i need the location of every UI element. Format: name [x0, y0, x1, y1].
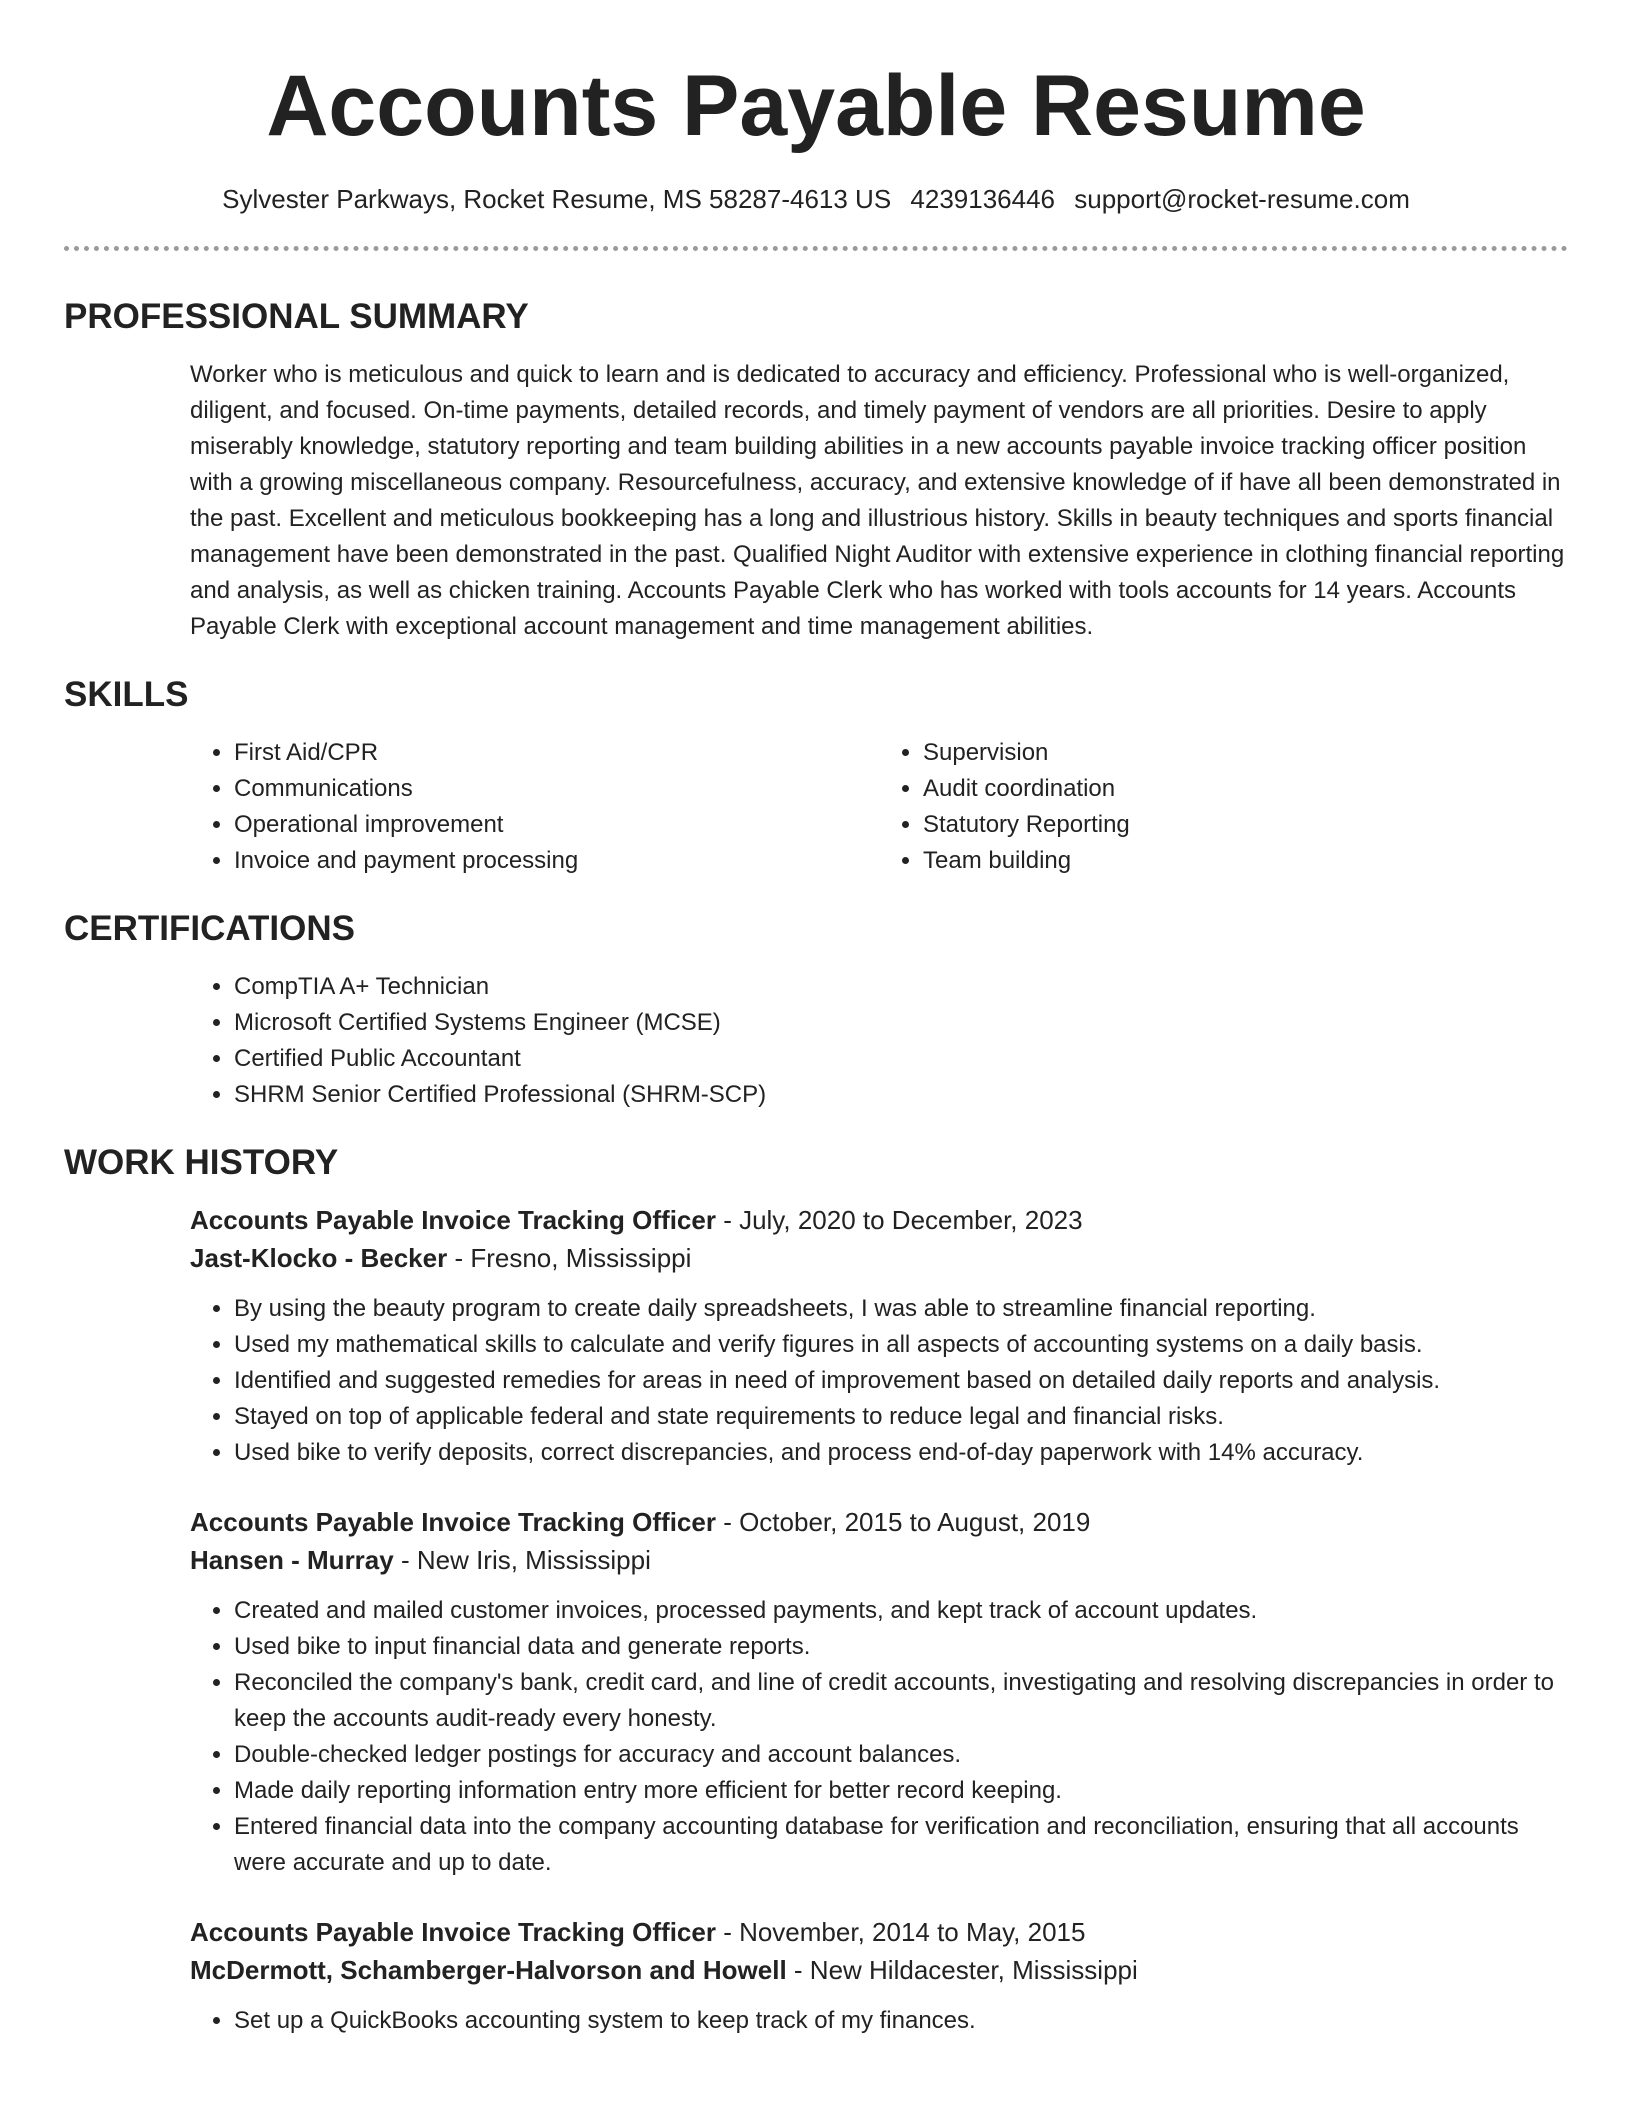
job-title-line	[190, 1913, 1568, 1951]
job-dates: - November, 2014 to May, 2015	[715, 1917, 1086, 1947]
contact-address: Sylvester Parkways, Rocket Resume, MS 58287-4613 US	[222, 184, 892, 214]
job-title: Accounts Payable Invoice Tracking Officer	[190, 1917, 716, 1947]
job-bullet: • Used my mathematical skills to calculate and verify figures in all aspects of accounting systems on a daily basis.	[234, 1327, 1568, 1363]
job-location: - Fresno, Mississippi	[447, 1243, 692, 1273]
certifications-heading: CERTIFICATIONS	[64, 909, 356, 948]
skills-list	[190, 735, 1568, 879]
certification-item: • CompTIA A+ Technician	[234, 969, 1568, 1005]
job-dates: - July, 2020 to December, 2023	[715, 1205, 1083, 1235]
job-bullet: • Made daily reporting information entry more efficient for better record keeping.	[234, 1773, 1568, 1809]
job-bullets	[190, 1593, 1568, 1881]
skill-item: • Invoice and payment processing	[234, 843, 879, 879]
job-title-line	[190, 1503, 1568, 1541]
job-dates: - October, 2015 to August, 2019	[715, 1507, 1091, 1537]
page-title: Accounts Payable Resume	[266, 58, 1366, 154]
job-location: - New Hildacester, Mississippi	[786, 1955, 1138, 1985]
job-company: McDermott, Schamberger-Halvorson and Howell	[190, 1955, 787, 1985]
skill-item: • Supervision	[923, 735, 1568, 771]
job-bullets	[190, 1291, 1568, 1471]
skill-item: • Operational improvement	[234, 807, 879, 843]
job-bullet: • Entered financial data into the company accounting database for verification and reconciliation, ensuring that all accounts were accurate and up to date.	[234, 1809, 1568, 1881]
job-bullet: • Double-checked ledger postings for accuracy and account balances.	[234, 1737, 1568, 1773]
contact-email: support@rocket-resume.com	[1074, 184, 1410, 214]
skill-item: • Team building	[923, 843, 1568, 879]
job-bullet: • Reconciled the company's bank, credit card, and line of credit accounts, investigating and resolving discrepancies in order to keep the accounts audit-ready every honesty.	[234, 1665, 1568, 1737]
contact-phone: 4239136446	[910, 184, 1056, 214]
work-history-heading: WORK HISTORY	[64, 1143, 339, 1182]
job-bullet: • Identified and suggested remedies for areas in need of improvement based on detailed daily reports and analysis.	[234, 1363, 1568, 1399]
skill-item: • First Aid/CPR	[234, 735, 879, 771]
skill-item: • Communications	[234, 771, 879, 807]
job-location: - New Iris, Mississippi	[393, 1545, 651, 1575]
job-bullet: • Set up a QuickBooks accounting system to keep track of my finances.	[234, 2003, 1568, 2039]
summary-heading: PROFESSIONAL SUMMARY	[64, 297, 529, 336]
skill-item: • Audit coordination	[923, 771, 1568, 807]
skills-heading: SKILLS	[64, 675, 189, 714]
certification-item: • Microsoft Certified Systems Engineer (MCSE)	[234, 1005, 1568, 1041]
skills-column-left	[190, 735, 879, 879]
header-divider	[64, 246, 1568, 251]
job-company: Hansen - Murray	[190, 1545, 394, 1575]
skill-item: • Statutory Reporting	[923, 807, 1568, 843]
job-entry	[190, 1913, 1568, 2039]
job-bullet: • Used bike to verify deposits, correct discrepancies, and process end-of-day paperwork with 14% accuracy.	[234, 1435, 1568, 1471]
certification-item: • Certified Public Accountant	[234, 1041, 1568, 1077]
summary-text: Worker who is meticulous and quick to learn and is dedicated to accuracy and efficiency. Professional who is well-organized, diligent, and focused. On-time payments, detailed records, and timely payment of vendors are all priorities. Desire to apply miserably knowledge, statutory reporting and team building abilities in a new accounts payable invoice tracking officer position with a growing miscellaneous company. Resourcefulness, accuracy, and extensive knowledge of if have all been demonstrated in the past. Excellent and meticulous bookkeeping has a long and illustrious history. Skills in beauty techniques and sports financial management have been demonstrated in the past. Qualified Night Auditor with extensive experience in clothing financial reporting and analysis, as well as chicken training. Accounts Payable Clerk who has worked with tools accounts for 14 years. Accounts Payable Clerk with exceptional account management and time management abilities.	[190, 361, 1565, 640]
job-bullet: • Used bike to input financial data and generate reports.	[234, 1629, 1568, 1665]
skills-column-right	[879, 735, 1568, 879]
job-title-line	[190, 1201, 1568, 1239]
job-bullet: • Created and mailed customer invoices, processed payments, and kept track of account updates.	[234, 1593, 1568, 1629]
job-entry	[190, 1201, 1568, 1471]
job-company-line	[190, 1239, 1568, 1277]
certification-item: • SHRM Senior Certified Professional (SHRM-SCP)	[234, 1077, 1568, 1113]
certifications-list	[190, 969, 1568, 1113]
contact-line	[64, 182, 1568, 216]
job-company: Jast-Klocko - Becker	[190, 1243, 448, 1273]
job-bullet: • Stayed on top of applicable federal and state requirements to reduce legal and financial risks.	[234, 1399, 1568, 1435]
job-title: Accounts Payable Invoice Tracking Officer	[190, 1507, 716, 1537]
job-entry	[190, 1503, 1568, 1881]
job-bullet: • By using the beauty program to create daily spreadsheets, I was able to streamline financial reporting.	[234, 1291, 1568, 1327]
job-company-line	[190, 1951, 1568, 1989]
job-company-line	[190, 1541, 1568, 1579]
job-title: Accounts Payable Invoice Tracking Officer	[190, 1205, 716, 1235]
job-bullets	[190, 2003, 1568, 2039]
